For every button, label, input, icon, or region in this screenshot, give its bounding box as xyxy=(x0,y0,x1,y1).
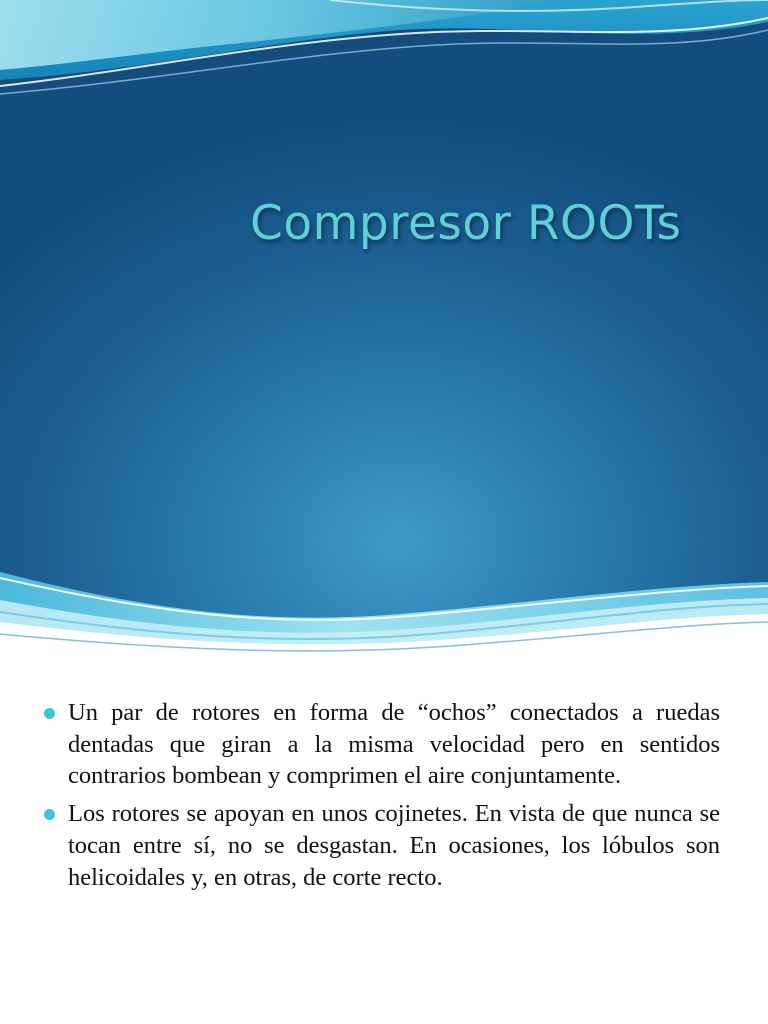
bullet-item xyxy=(44,798,720,893)
slide-title: Compresor ROOTs xyxy=(250,196,682,251)
bullet-icon xyxy=(44,809,55,820)
bullet-icon xyxy=(44,708,55,719)
bullet-list xyxy=(44,697,720,893)
bullet-item xyxy=(44,697,720,792)
bullet-text: Los rotores se apoyan en unos cojinetes. En vista de que nunca se tocan entre sí, no se desgastan. En ocasiones, los lóbulos son helicoidales y, en otras, de corte recto. xyxy=(68,800,720,891)
bullet-text: Un par de rotores en forma de “ochos” conectados a ruedas dentadas que giran a la misma velocidad pero en sentidos contrarios bombean y comprimen el aire conjuntamente. xyxy=(68,699,720,790)
content-slide xyxy=(44,697,720,899)
